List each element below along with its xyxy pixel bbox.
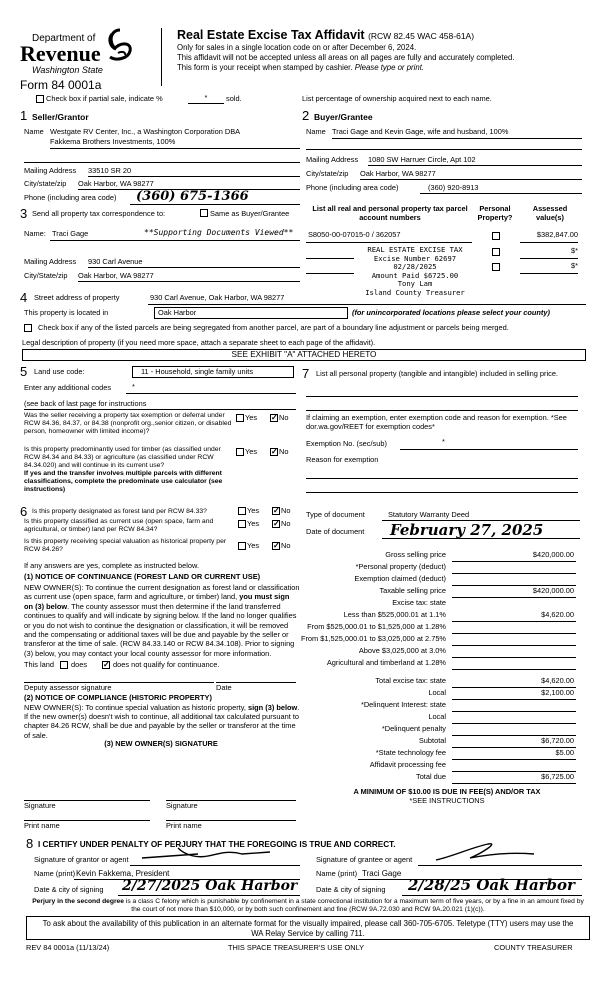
forest-number: 6 (20, 504, 28, 519)
tax-row-label: *Delinquent Interest: state (360, 700, 446, 709)
tax-row-label: Taxable selling price (379, 586, 446, 595)
partial-sale-value[interactable]: * (204, 93, 208, 102)
minimum-fee-note: A MINIMUM OF $10.00 IS DUE IN FEE(S) AND/OR TAX (353, 787, 541, 796)
tax-row (298, 634, 588, 646)
personal-property-checkbox[interactable] (492, 248, 500, 256)
assessed-value[interactable]: $* (571, 261, 578, 270)
assessed-value[interactable]: $382,847.00 (536, 230, 578, 239)
property-number: 4 (20, 290, 28, 305)
yes-label: Yes (247, 506, 260, 515)
no-label: No (281, 506, 291, 515)
grantee-date-label: Date & city of signing (316, 885, 386, 894)
doc-date-value[interactable]: February 27, 2025 (390, 521, 544, 539)
tax-row-value[interactable]: $420,000.00 (532, 586, 574, 595)
segregated-checkbox[interactable] (24, 324, 32, 332)
perjury-text: is a class C felony which is punishable by confinement in a state correctional institution for a maximum term of five years, or by a fine in an amount fixed by the court of not more than $10,000, or by both such confinement and fine (RCW 9A.72.030 and RCW 9A.20.021 (1)(c)). (124, 898, 584, 913)
tax-row-label: Gross selling price (385, 550, 446, 559)
subtitle-2: This affidavit will not be accepted unless all areas on all pages are fully and accurately completed. (177, 53, 515, 62)
owner-signature-label: Signature (24, 801, 56, 810)
location-value: Oak Harbor (158, 308, 197, 317)
tax-row-value[interactable]: $2,100.00 (541, 688, 574, 697)
yes-label: Yes (245, 447, 258, 456)
tax-row (298, 598, 588, 610)
exemption-note: If claiming an exemption, enter exemption code and reason for exemption. *See dor.wa.gov/REET for exemption codes* (306, 413, 567, 431)
personal-property-header: Personal Property? (477, 204, 513, 222)
grantor-name-label: Name (print) (34, 869, 76, 878)
forest-question-3: Is this property receiving special valuation as historical property per RCW 84.26? (24, 538, 227, 553)
tax-row (298, 748, 588, 760)
personal-property-checkbox[interactable] (492, 263, 500, 271)
unincorporated-note: (for unincorporated locations please select your county) (352, 308, 550, 317)
exemption-number-value[interactable]: * (442, 437, 445, 446)
tax-row-value[interactable]: $6,720.00 (541, 736, 574, 745)
forest-q3-yes-checkbox[interactable] (238, 542, 246, 550)
land-use-select[interactable] (132, 366, 294, 378)
property-section (20, 287, 588, 360)
tax-row (298, 574, 588, 586)
owner-print-name-label: Print name (24, 821, 60, 830)
forest-section (20, 504, 302, 830)
stamp-line-2: Excise Number 62697 (373, 253, 457, 263)
correspondence-section (20, 206, 305, 286)
revenue-swirl-logo-icon (106, 27, 134, 65)
assessed-value[interactable]: $* (571, 246, 578, 255)
buyer-mailing-value[interactable]: 1080 SW Harruer Circle, Apt 102 (368, 155, 476, 164)
located-label: This property is located in (24, 308, 109, 317)
corr-mailing-label: Mailing Address (24, 257, 77, 266)
land-use-number: 5 (20, 364, 28, 379)
grantor-date-value[interactable]: 2/27/2025 Oak Harbor (122, 878, 298, 894)
grantor-signature[interactable] (138, 844, 278, 866)
supporting-docs-stamp: **Supporting Documents Viewed** (144, 228, 294, 237)
notice-compliance-text (24, 703, 300, 740)
doc-type-label: Type of document (306, 510, 365, 519)
grantor-date-label: Date & city of signing (34, 885, 104, 894)
buyer-phone-label: Phone (including area code) (306, 183, 399, 192)
department-of-text: Department of (32, 33, 96, 44)
no-label: No (279, 447, 289, 456)
same-as-buyer-label: Same as Buyer/Grantee (210, 209, 290, 218)
legal-description-value: SEE EXHIBIT "A" ATTACHED HERETO (231, 350, 377, 359)
stamp-line-6: Island County Treasurer (365, 287, 465, 297)
corr-mailing-value[interactable]: 930 Carl Avenue (88, 257, 143, 266)
accessibility-box (26, 916, 590, 940)
new-owner-signature-title: (3) NEW OWNER(S) SIGNATURE (104, 739, 218, 748)
seller-name-label: Name (24, 127, 44, 136)
form-revision: REV 84 0001a (11/13/24) (26, 943, 110, 952)
revenue-wordmark: Revenue (20, 41, 101, 66)
seller-mailing-value[interactable]: 33510 SR 20 (88, 166, 132, 175)
tax-row-label: Local (428, 712, 446, 721)
yes-label: Yes (247, 541, 260, 550)
certification-section (26, 836, 588, 906)
yes-label: Yes (247, 519, 260, 528)
tax-row-label: Total due (416, 772, 446, 781)
tax-row-label: Affidavit processing fee (369, 760, 446, 769)
personal-property-number: 7 (302, 366, 310, 381)
perjury-bold: Perjury in the second degree (32, 898, 124, 905)
additional-codes-label: Enter any additional codes (24, 383, 112, 392)
notice-compliance-b: . If the new owner(s) doesn't wish to continue, all additional tax calculated pursuant to chapter 84.26 RCW, shall be due and payable by the seller or transferor at the time of sale. (24, 703, 300, 740)
tax-row-label: Total excise tax: state (375, 676, 446, 685)
tax-row-label: From $1,525,000.01 to $3,025,000 at 2.75% (300, 634, 446, 643)
deputy-signature-label: Deputy assessor signature (24, 683, 112, 692)
legal-description-box[interactable] (22, 349, 586, 361)
parcel-header: List all real and personal property tax parcel account numbers (312, 204, 468, 222)
buyer-mailing-label: Mailing Address (306, 155, 359, 164)
tax-row (298, 550, 588, 562)
seller-name-line2[interactable]: Fakkema Brothers Investments, 100% (50, 137, 176, 146)
forest-q3-no-checkbox[interactable]: ✓ (273, 541, 280, 550)
same-as-buyer-checkbox[interactable] (200, 209, 208, 217)
county-treasurer-label: COUNTY TREASURER (494, 943, 573, 952)
does-label: does (71, 660, 88, 669)
land-use-label: Land use code: (34, 367, 85, 376)
tax-row-label: *Personal property (deduct) (355, 562, 446, 571)
personal-property-checkbox[interactable] (492, 232, 500, 240)
tax-row (298, 724, 588, 736)
notice-continuance-bold: you must sign on (3) below (24, 592, 290, 611)
tax-row-value[interactable]: $5.00 (555, 748, 574, 757)
q1-yes-checkbox[interactable] (236, 414, 244, 422)
forest-q1-no-checkbox[interactable]: ✓ (273, 506, 280, 515)
stamp-line-4: Amount Paid $6725.00 (371, 270, 459, 280)
tax-row (298, 688, 588, 700)
stamp-line-3: 02/28/2025 (393, 262, 437, 272)
seller-heading: Seller/Grantor (32, 112, 89, 122)
notice-compliance-bold: sign (3) below (248, 703, 298, 712)
see-back-note: (see back of last page for instructions (24, 399, 147, 408)
assessed-header: Assessed value(s) (532, 204, 568, 222)
buyer-city-label: City/state/zip (306, 169, 349, 178)
does-not-qualify-checkbox[interactable]: ✓ (103, 660, 110, 669)
personal-property-label: List all personal property (tangible and intangible) included in selling price. (316, 369, 558, 378)
tax-row-value[interactable]: $4,620.00 (541, 610, 574, 619)
deputy-date-label: Date (216, 683, 232, 692)
notice-compliance-a: NEW OWNER(S): To continue special valuation as historic property, (24, 703, 246, 712)
subtitle-1: Only for sales in a single location code on or after December 6, 2024. (177, 43, 417, 52)
perjury-notice (30, 898, 586, 914)
title-text: Real Estate Excise Tax Affidavit (177, 28, 365, 42)
parcel-number[interactable]: S8050-00-07015-0 / 362057 (308, 230, 401, 239)
certify-heading: I CERTIFY UNDER PENALTY OF PERJURY THAT THE FOREGOING IS TRUE AND CORRECT. (38, 840, 396, 849)
buyer-name-label: Name (306, 127, 326, 136)
tax-row (298, 712, 588, 724)
grantee-signature[interactable] (430, 838, 540, 866)
no-label: No (281, 541, 291, 550)
ownership-note: List percentage of ownership acquired next to each name. (302, 94, 492, 103)
doc-date-label: Date of document (306, 527, 365, 536)
no-label: No (281, 519, 291, 528)
seller-city-value[interactable]: Oak Harbor, WA 98277 (78, 179, 154, 188)
partial-sale-checkbox[interactable] (36, 95, 44, 103)
tax-row-label: Less than $525,000.01 at 1.1% (343, 610, 446, 619)
does-qualify-checkbox[interactable] (60, 661, 68, 669)
owner-print-name-label: Print name (166, 821, 202, 830)
exemption-number-label: Exemption No. (sec/sub) (306, 439, 387, 448)
seller-name-line1[interactable]: Westgate RV Center, Inc., a Washington Corporation DBA (50, 127, 241, 136)
tax-row-label: Excise tax: state (392, 598, 446, 607)
q2-no-checkbox[interactable]: ✓ (271, 447, 278, 456)
no-label: No (279, 413, 289, 422)
does-not-label: does not qualify for continuance. (113, 660, 220, 669)
additional-codes-value[interactable]: * (132, 382, 135, 391)
tax-row-value[interactable]: $6,725.00 (541, 772, 574, 781)
grantee-name-label: Name (print) (316, 869, 358, 878)
tax-row (298, 622, 588, 634)
tax-row (298, 646, 588, 658)
tax-row-value[interactable]: $4,620.00 (541, 676, 574, 685)
document-info (306, 508, 588, 548)
tax-row-label: Agricultural and timberland at 1.28% (326, 658, 446, 667)
yes-label: Yes (245, 413, 258, 422)
location-select[interactable] (154, 307, 348, 319)
tax-row (298, 676, 588, 688)
treasurer-use-note: THIS SPACE TREASURER'S USE ONLY (228, 943, 365, 952)
street-value[interactable]: 930 Carl Avenue, Oak Harbor, WA 98277 (150, 293, 285, 302)
q1-no-checkbox[interactable]: ✓ (271, 413, 278, 422)
tax-row (298, 658, 588, 670)
corr-city-label: City/State/zip (24, 271, 68, 280)
washington-state-text: Washington State (32, 65, 103, 75)
timber-question-bold: If yes and the transfer involves multiple parcels with different classifications, complete the predominate use calculator (see instructions) (24, 470, 223, 493)
subtitle-3 (177, 63, 424, 72)
exemption-question: Was the seller receiving a property tax exemption or deferral under RCW 84.36, 84.37, or 84.38 (nonprofit org.,senior citizen, or disabled person, homeowner with limited income)? (24, 412, 232, 435)
seller-phone-label: Phone (including area code) (24, 193, 117, 202)
accessibility-text: To ask about the availability of this publication in an alternate format for the visually impaired, please call 360-705-6705. Teletype (TTY) users may use the WA Relay Service by calling 711. (42, 919, 574, 938)
tax-row-label: *Delinquent penalty (381, 724, 446, 733)
legal-label: Legal description of property (if you need more space, attach a separate sheet to each page of the affidavit). (22, 338, 376, 347)
corr-name-value[interactable]: Traci Gage (52, 229, 89, 238)
correspondence-number: 3 (20, 206, 28, 221)
buyer-section (302, 108, 587, 198)
correspondence-heading: Send all property tax correspondence to: (32, 209, 166, 218)
forest-q1-yes-checkbox[interactable] (238, 507, 246, 515)
seller-city-label: City/state/zip (24, 179, 67, 188)
land-use-section (20, 364, 302, 500)
forest-q2-yes-checkbox[interactable] (238, 520, 246, 528)
form-number: Form 84 0001a (20, 78, 102, 92)
exemption-reason-label: Reason for exemption (306, 455, 379, 464)
forest-q2-no-checkbox[interactable]: ✓ (273, 519, 280, 528)
stamp-line-5: Tony Lam (397, 279, 433, 289)
tax-row (298, 772, 588, 784)
buyer-number: 2 (302, 108, 310, 123)
corr-name-label: Name: (24, 229, 46, 238)
dor-logo (20, 27, 160, 77)
timber-question: Is this property predominantly used for timber (as classified under RCW 84.34 and 84.33) or agriculture (as classified under RCW 84.34.020) and will continue in its current use? (24, 446, 221, 469)
personal-property-section (302, 366, 588, 506)
tax-row-label: Above $3,025,000 at 3.0% (358, 646, 446, 655)
forest-question-1: Is this property designated as forest land per RCW 84.33? (32, 508, 207, 515)
see-instructions-note: *SEE INSTRUCTIONS (409, 796, 485, 805)
notice-continuance-title: (1) NOTICE OF CONTINUANCE (FOREST LAND OR CURRENT USE) (24, 572, 261, 581)
tax-row-label: Exemption claimed (deduct) (354, 574, 446, 583)
forest-question-2: Is this property classified as current use (open space, farm and agricultural, or timber) land per RCW 84.34? (24, 518, 214, 533)
notice-continuance-b: . The county assessor must then determine if the land transferred continues to qualify and will indicate by signing below. If the land no longer qualifies or you do not wish to continue the designation or classification, it will be removed and the compensating or additional taxes will be due and payable by the seller or transferor at the time of sale. (RCW 84.33.140 or RCW 84.34.108). Prior to signing (3) below, you may contact your local county assessor for more information. (24, 601, 297, 658)
tax-row (298, 610, 588, 622)
segregated-note: Check box if any of the listed parcels are being segregated from another parcel, are part of a boundary line adjustment or parcels being merged. (38, 323, 509, 332)
seller-number: 1 (20, 108, 28, 123)
stamp-line-1: REAL ESTATE EXCISE TAX (367, 245, 463, 254)
buyer-city-value[interactable]: Oak Harbor, WA 98277 (360, 169, 436, 178)
subtitle-3-text: This form is your receipt when stamped by cashier. (177, 63, 353, 72)
if-yes-note: If any answers are yes, complete as instructed below. (24, 561, 199, 570)
grantor-name-value[interactable]: Kevin Fakkema, President (76, 869, 170, 878)
notice-compliance-title: (2) NOTICE OF COMPLIANCE (HISTORIC PROPERTY) (24, 693, 212, 702)
form-title (177, 28, 474, 43)
grantee-date-value[interactable]: 2/28/25 Oak Harbor (408, 876, 575, 894)
grantor-signature-label: Signature of grantor or agent (34, 855, 129, 864)
doc-type-value[interactable]: Statutory Warranty Deed (388, 510, 470, 519)
certify-number: 8 (26, 836, 34, 851)
seller-mailing-label: Mailing Address (24, 166, 77, 175)
this-land-label: This land (24, 660, 54, 669)
title-rcw: (RCW 82.45 WAC 458-61A) (368, 31, 475, 41)
buyer-phone-value[interactable]: (360) 920-8913 (428, 183, 479, 192)
tax-row (298, 736, 588, 748)
corr-city-value[interactable]: Oak Harbor, WA 98277 (78, 271, 154, 280)
grantee-name-value[interactable]: Traci Gage (362, 869, 402, 878)
tax-row (298, 700, 588, 712)
tax-calculation (298, 550, 588, 796)
partial-sale-suffix: sold. (226, 94, 242, 103)
tax-row (298, 562, 588, 574)
tax-row-label: From $525,000.01 to $1,525,000 at 1.28% (307, 622, 446, 631)
notice-continuance-text (24, 583, 300, 658)
seller-phone-value[interactable]: (360) 675-1366 (136, 189, 249, 204)
street-label: Street address of property (34, 293, 120, 302)
tax-row-label: Subtotal (418, 736, 446, 745)
tax-row (298, 760, 588, 772)
buyer-heading: Buyer/Grantee (314, 112, 373, 122)
tax-row-label: Local (428, 688, 446, 697)
subtitle-3-italic: Please type or print. (354, 63, 425, 72)
tax-row-value[interactable]: $420,000.00 (532, 550, 574, 559)
grantee-signature-label: Signature of grantee or agent (316, 855, 413, 864)
tax-row (298, 586, 588, 598)
q2-yes-checkbox[interactable] (236, 448, 244, 456)
land-use-value: 11 - Household, single family units (141, 367, 254, 376)
buyer-name-value[interactable]: Traci Gage and Kevin Gage, wife and husband, 100% (332, 127, 509, 136)
tax-row-label: *State technology fee (375, 748, 446, 757)
notice-continuance-a: NEW OWNER(S): To continue the current designation as forest land or classification as current use (open space, farm and agriculture, or timber) land, (24, 583, 300, 602)
partial-sale-label: Check box if partial sale, indicate % (46, 94, 163, 103)
owner-signature-label: Signature (166, 801, 198, 810)
